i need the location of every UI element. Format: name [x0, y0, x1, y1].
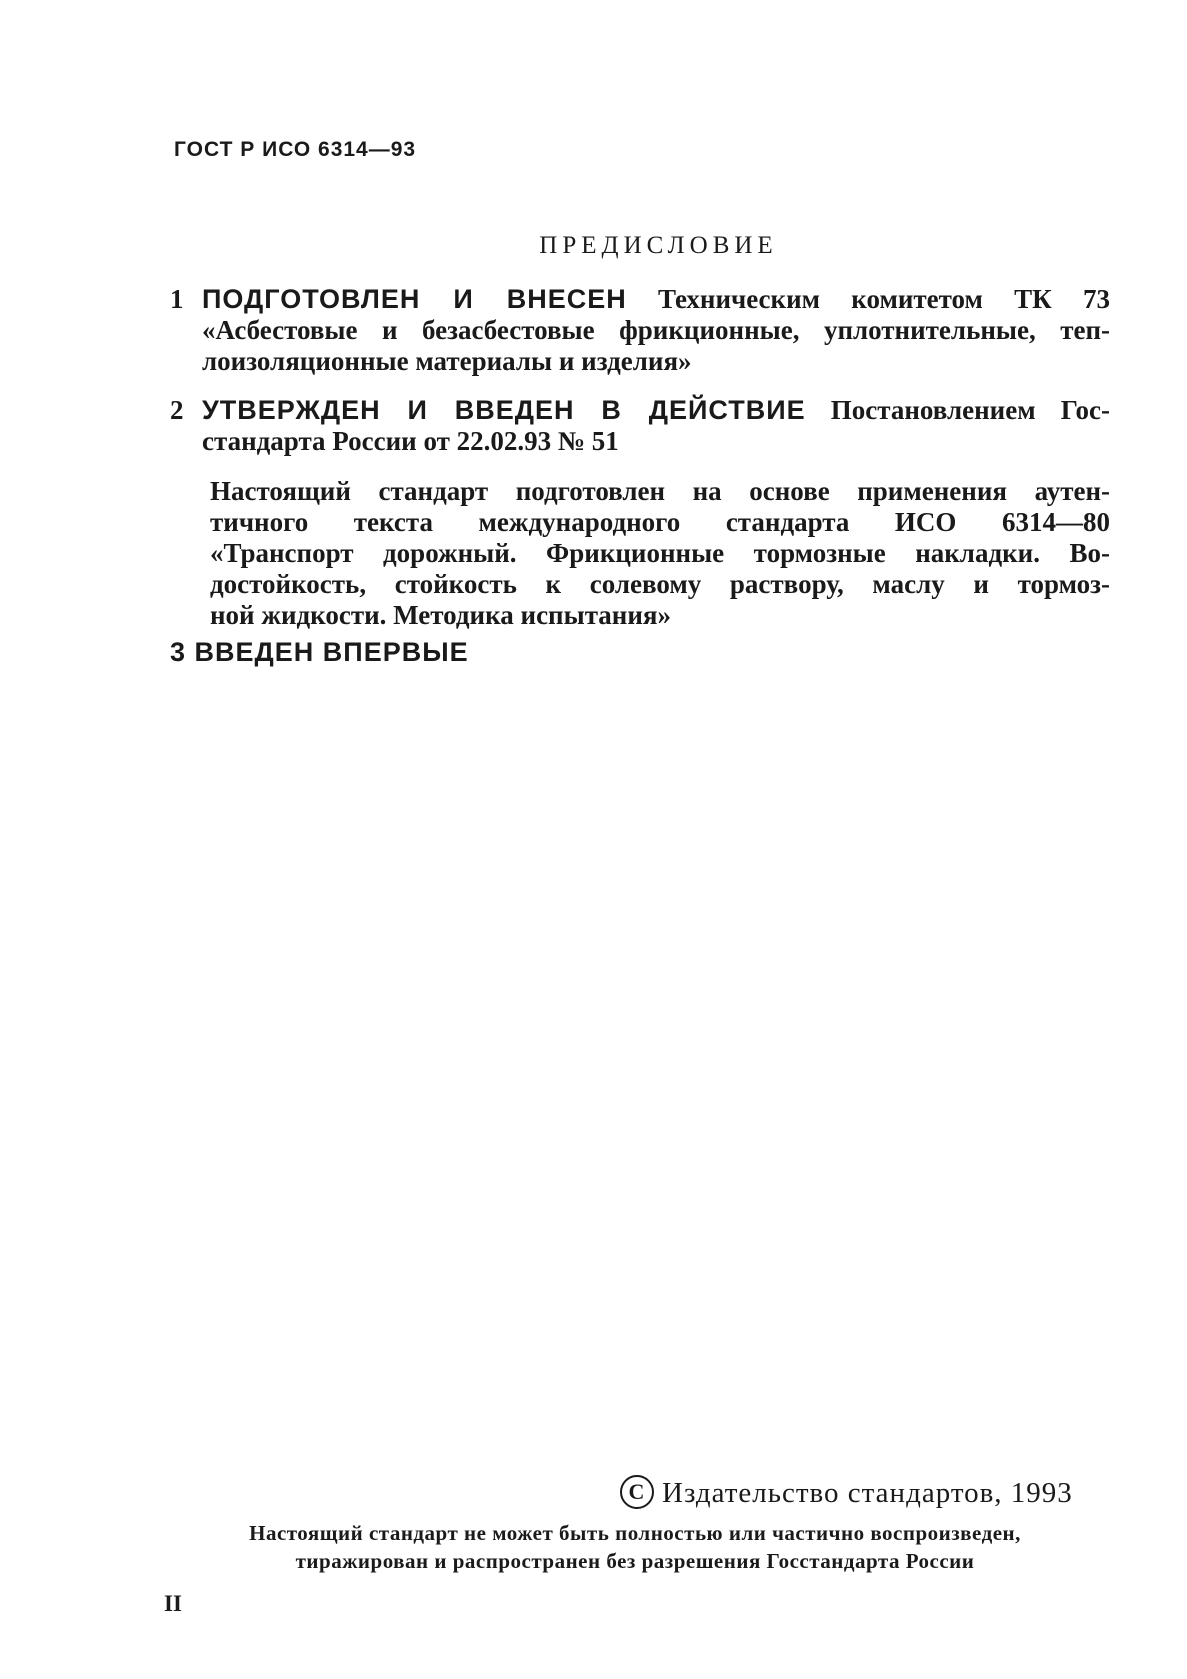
item-body: [202, 395, 1110, 457]
preface-item-3: [170, 637, 469, 668]
item-line: стандарта России от 22.02.93 № 51: [202, 426, 619, 456]
item-lead: УТВЕРЖДЕН И ВВЕДЕН В ДЕЙСТВИЕ: [202, 395, 806, 425]
paragraph-line: тичного текста международного стандарта ИСО 6314—80: [210, 507, 1110, 537]
preface-title: ПРЕДИСЛОВИЕ: [539, 232, 778, 259]
preface-item-1: [170, 284, 1110, 377]
document-code: ГОСТ Р ИСО 6314—93: [174, 138, 417, 161]
paragraph-line: «Транспорт дорожный. Фрикционные тормозные накладки. Во-: [210, 538, 1110, 568]
copyright-line: [620, 1477, 1073, 1512]
item-number: 3: [170, 637, 187, 667]
notice-line: тиражирован и распространен без разрешения Госстандарта России: [295, 1549, 975, 1573]
item-text: Техническим комитетом ТК 73: [657, 284, 1110, 314]
notice-line: Настоящий стандарт не может быть полностью или частично воспроизведен,: [249, 1521, 1021, 1545]
page-number: II: [164, 1591, 182, 1616]
item-line: лоизоляционные материалы и изделия»: [202, 346, 692, 376]
item-line: «Асбестовые и безасбестовые фрикционные, уплотнительные, теп-: [202, 315, 1110, 345]
item-lead: ПОДГОТОВЛЕН И ВНЕСЕН: [202, 284, 627, 314]
item-body: [202, 284, 1110, 377]
paragraph-line: ной жидкости. Методика испытания»: [210, 600, 672, 630]
copyright-text: Издательство стандартов, 1993: [662, 1477, 1073, 1509]
item-text: ВВЕДЕН ВПЕРВЫЕ: [194, 637, 469, 667]
item-number: 1: [170, 284, 184, 314]
copyright-icon: C: [620, 1475, 654, 1509]
reproduction-notice: [170, 1519, 1100, 1575]
item-number: 2: [170, 395, 184, 425]
standard-basis-paragraph: [210, 476, 1110, 631]
item-text: Постановлением Гос-: [830, 395, 1111, 425]
preface-item-2: [170, 395, 1110, 457]
paragraph-line: Настоящий стандарт подготовлен на основе применения аутен-: [210, 476, 1110, 506]
item-line: [202, 395, 1110, 426]
paragraph-line: достойкость, стойкость к солевому раствору, маслу и тормоз-: [210, 569, 1110, 599]
item-line: [202, 284, 1110, 315]
